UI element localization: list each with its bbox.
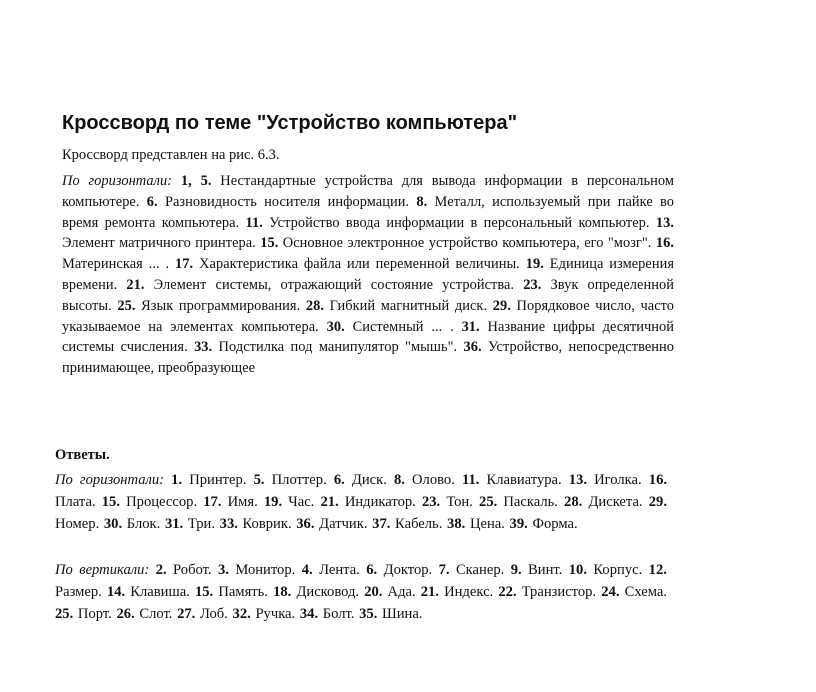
item-text: Язык программирования. xyxy=(141,297,301,314)
item-number: 21. xyxy=(420,584,439,600)
item-text: Слот. xyxy=(139,606,173,622)
item-text: Сканер. xyxy=(455,562,505,578)
item-number: 16. xyxy=(648,472,668,488)
item-number: 37. xyxy=(372,516,391,532)
item-text: Коврик. xyxy=(242,516,292,532)
item-number: 33. xyxy=(194,339,213,356)
item-text: Цена. xyxy=(469,516,505,532)
questions-horizontal xyxy=(62,171,674,379)
item-number: 15. xyxy=(101,494,120,510)
item-text: Индекс. xyxy=(444,584,494,600)
item-number: 30. xyxy=(326,318,345,335)
item-number: 21. xyxy=(320,494,339,510)
answers-vertical xyxy=(55,559,667,625)
item-number: 29. xyxy=(492,297,511,314)
item-text: Датчик. xyxy=(319,516,368,532)
item-number: 11. xyxy=(461,472,480,488)
item-text: Память. xyxy=(218,584,268,600)
item-number: 20. xyxy=(364,584,383,600)
item-text: Нестандартные устройства для вывода информации в персональном компьютере. xyxy=(62,173,675,210)
answers-heading: Ответы. xyxy=(55,447,110,463)
item-number: 17. xyxy=(175,256,194,273)
item-number: 28. xyxy=(305,297,325,314)
item-text: Схема. xyxy=(624,584,667,600)
item-number: 13. xyxy=(568,472,588,488)
item-number: 12. xyxy=(648,562,667,578)
item-text: Дискета. xyxy=(588,494,643,510)
item-text: Тон. xyxy=(446,494,473,510)
item-number: 36. xyxy=(463,339,482,356)
answers-horizontal xyxy=(55,469,667,535)
item-text: Порядковое число, часто указываемое на элементах компьютера. xyxy=(62,297,675,335)
item-number: 32. xyxy=(232,606,251,622)
item-number: 31. xyxy=(461,318,480,335)
item-number: 5. xyxy=(253,472,265,488)
item-text: Корпус. xyxy=(593,562,643,578)
item-number: 22. xyxy=(498,584,517,600)
item-number: 28. xyxy=(564,494,583,510)
item-text: Блок. xyxy=(126,516,161,532)
item-text: Час. xyxy=(288,494,315,510)
item-number: 30. xyxy=(103,516,123,532)
item-text: Плоттер. xyxy=(271,472,327,488)
item-text: Подстилка под манипулятор "мышь". xyxy=(218,339,458,356)
item-number: 4. xyxy=(301,562,313,578)
item-text: Шина. xyxy=(382,606,423,622)
item-text: Монитор. xyxy=(235,562,296,578)
item-text: Винт. xyxy=(528,562,563,578)
item-text: Индикатор. xyxy=(344,494,416,510)
item-number: 23. xyxy=(421,494,441,510)
item-text: Транзистор. xyxy=(521,584,597,600)
answers-horizontal-label: По горизонтали: xyxy=(55,472,165,488)
item-text: Иголка. xyxy=(594,472,642,488)
item-text: Процессор. xyxy=(126,494,198,510)
item-number: 27. xyxy=(177,606,196,622)
item-text: Доктор. xyxy=(383,562,433,578)
item-number: 6. xyxy=(366,562,378,578)
item-number: 25. xyxy=(117,297,136,314)
item-number: 21. xyxy=(126,276,145,293)
item-text: Лоб. xyxy=(199,606,228,622)
item-text: Имя. xyxy=(227,494,258,510)
item-number: 15. xyxy=(260,235,279,252)
item-text: Болт. xyxy=(322,606,355,622)
item-text: Робот. xyxy=(173,562,212,578)
item-number: 25. xyxy=(479,494,498,510)
item-number: 36. xyxy=(296,516,315,532)
item-number: 38. xyxy=(447,516,466,532)
item-number: 33. xyxy=(219,516,238,532)
item-text: Металл, используемый при пайке во время ремонта компьютера. xyxy=(62,193,674,231)
item-text: Характеристика файла или переменной величины. xyxy=(199,256,520,273)
item-text: Клавиатура. xyxy=(486,472,562,488)
item-text: Диск. xyxy=(351,472,387,488)
answers-vertical-label: По вертикали: xyxy=(55,562,150,578)
item-text: Элемент системы, отражающий состояние устройства. xyxy=(153,276,515,293)
item-text: Единица измерения времени. xyxy=(62,256,675,293)
item-number: 15. xyxy=(194,584,214,600)
item-number: 11. xyxy=(245,214,263,231)
item-number: 10. xyxy=(568,562,587,578)
item-number: 6. xyxy=(146,193,158,210)
item-text: Клавиша. xyxy=(130,584,190,600)
item-text: Размер. xyxy=(55,584,102,600)
item-text: Три. xyxy=(187,516,215,532)
item-number: 19. xyxy=(263,494,283,510)
item-number: 18. xyxy=(273,584,292,600)
questions-horizontal-label: По горизонтали: xyxy=(62,173,173,189)
item-number: 25. xyxy=(55,606,74,622)
item-text: Ручка. xyxy=(255,606,296,622)
item-number: 14. xyxy=(106,584,126,600)
item-text: Ада. xyxy=(387,584,416,600)
document-title: Кроссворд по теме "Устройство компьютера" xyxy=(62,112,518,134)
item-number: 29. xyxy=(648,494,667,510)
item-text: Звук определенной высоты. xyxy=(62,276,674,314)
item-text: Принтер. xyxy=(189,472,247,488)
item-number: 19. xyxy=(525,256,544,273)
item-number: 31. xyxy=(164,516,184,532)
item-text: Устройство, непосредственно принимающее, преобразующее xyxy=(62,339,675,377)
item-number: 23. xyxy=(523,276,542,293)
item-number: 13. xyxy=(655,214,674,231)
item-text: Кабель. xyxy=(395,516,443,532)
item-number: 7. xyxy=(438,562,450,578)
item-text: Дисковод. xyxy=(296,584,360,600)
item-text: Паскаль. xyxy=(503,494,558,510)
item-number: 2. xyxy=(155,562,167,578)
item-text: Плата. xyxy=(55,494,96,510)
item-number: 8. xyxy=(416,193,428,210)
item-number: 1. xyxy=(171,472,183,488)
item-text: Разновидность носителя информации. xyxy=(164,193,410,210)
item-text: Олово. xyxy=(412,472,455,488)
item-number: 8. xyxy=(393,472,405,488)
item-number: 34. xyxy=(299,606,319,622)
item-number: 24. xyxy=(601,584,620,600)
item-text: Название цифры десятичной системы счисления. xyxy=(62,318,675,356)
item-number: 26. xyxy=(116,606,135,622)
item-number: 9. xyxy=(510,562,522,578)
questions-list xyxy=(62,173,674,376)
item-text: Элемент матричного принтера. xyxy=(62,235,256,252)
item-number: 39. xyxy=(509,516,528,532)
item-text: Лента. xyxy=(319,562,360,578)
item-number: 3. xyxy=(217,562,229,578)
item-text: Номер. xyxy=(55,516,100,532)
item-text: Системный ... . xyxy=(352,318,454,335)
item-text: Гибкий магнитный диск. xyxy=(329,297,488,314)
item-number: 17. xyxy=(203,494,222,510)
item-number: 6. xyxy=(333,472,345,488)
item-text: Форма. xyxy=(532,516,578,532)
item-number: 35. xyxy=(359,606,378,622)
item-text: Порт. xyxy=(77,606,112,622)
item-text: Устройство ввода информации в персональный компьютер. xyxy=(269,214,650,231)
item-text: Материнская ... . xyxy=(62,256,170,273)
item-number: 16. xyxy=(655,235,674,252)
intro-text: Кроссворд представлен на рис. 6.3. xyxy=(62,147,280,163)
item-text: Основное электронное устройство компьютера, его "мозг". xyxy=(282,235,652,252)
item-number: 1, 5. xyxy=(180,173,212,189)
